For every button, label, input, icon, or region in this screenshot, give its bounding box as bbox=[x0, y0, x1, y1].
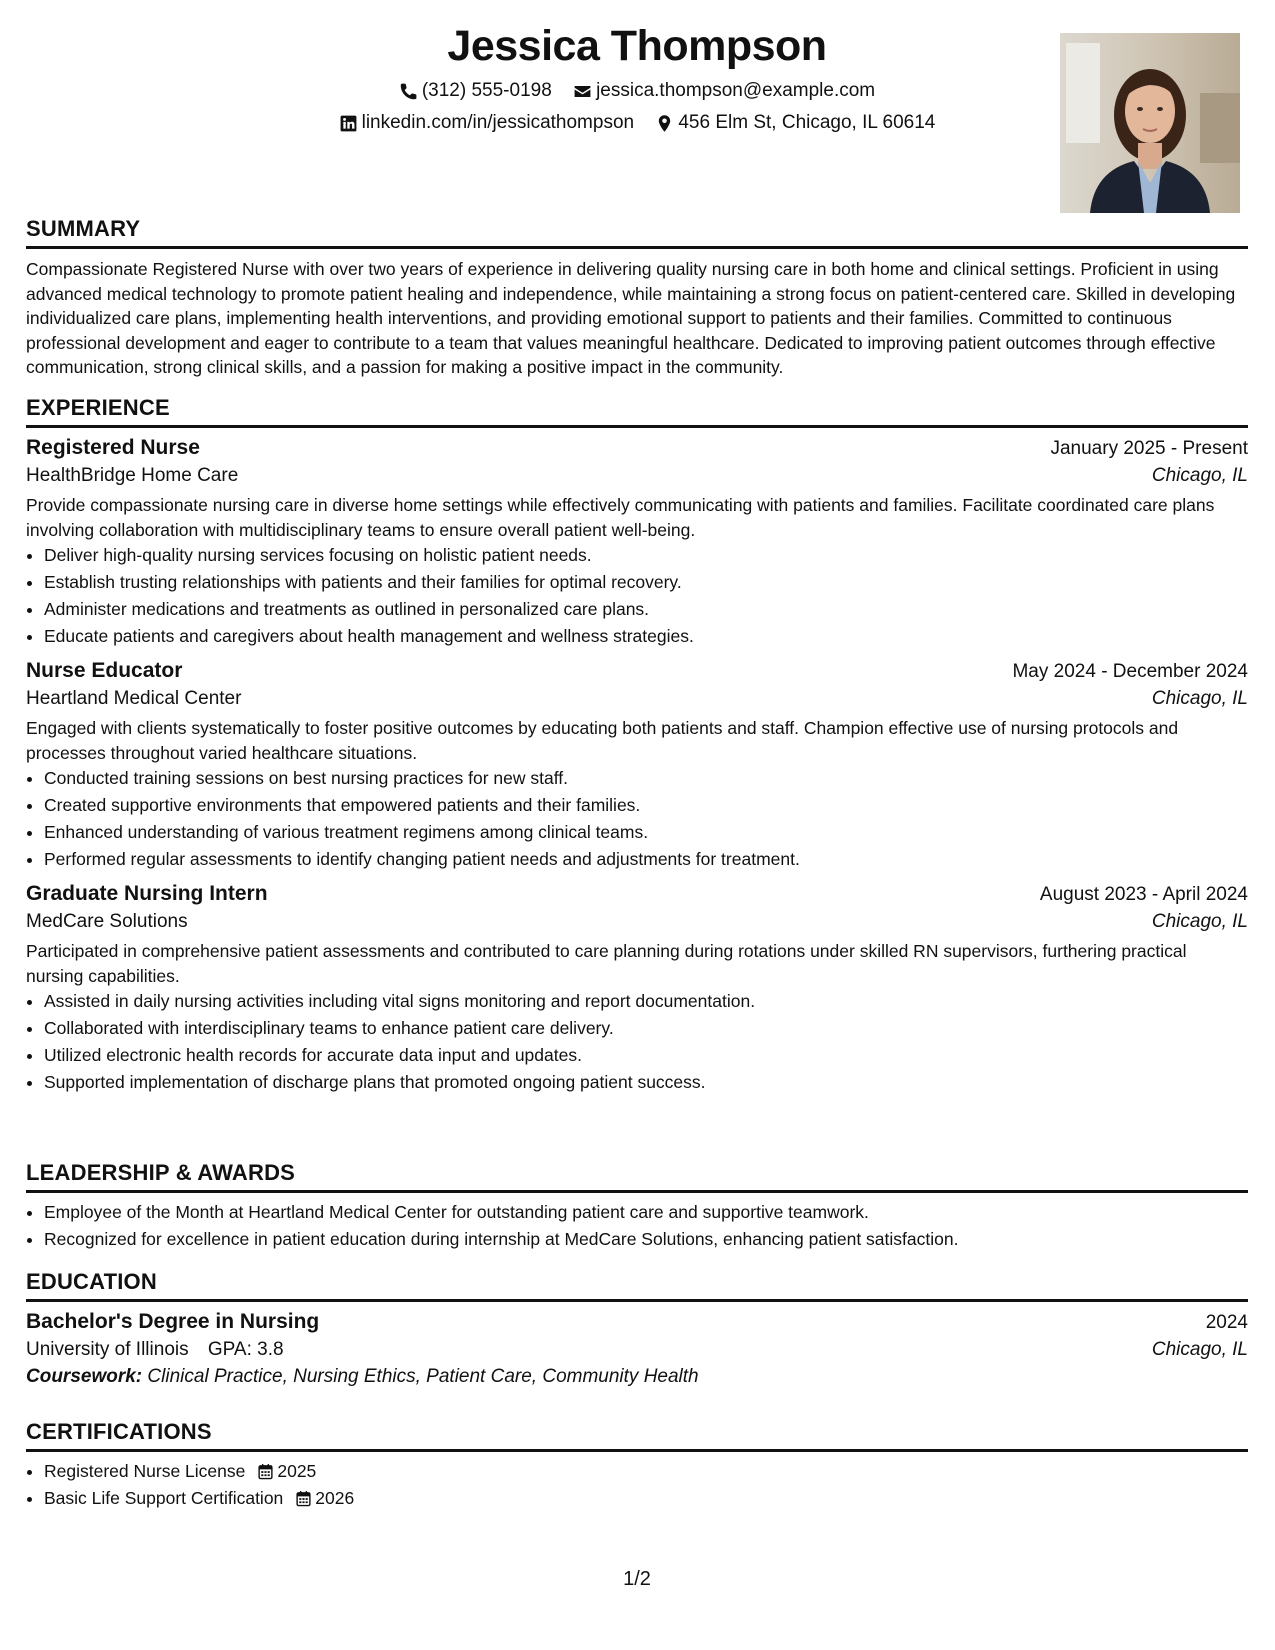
resume-page bbox=[26, 0, 1248, 1650]
envelope-icon bbox=[573, 82, 592, 101]
list-item: • Educate patients and caregivers about health management and wellness strategies. bbox=[44, 623, 1248, 650]
contact-address bbox=[655, 112, 935, 134]
certification-year: 2025 bbox=[277, 1461, 317, 1481]
list-item: • Establish trusting relationships with patients and their families for optimal recovery. bbox=[44, 569, 1248, 596]
school-name: University of Illinois bbox=[26, 1339, 189, 1360]
list-item: • Utilized electronic health records for accurate data input and updates. bbox=[44, 1042, 1248, 1069]
address-text: 456 Elm St, Chicago, IL 60614 bbox=[678, 112, 936, 133]
school-location: Chicago, IL bbox=[1151, 1339, 1248, 1360]
list-item: • Enhanced understanding of various treatment regimens among clinical teams. bbox=[44, 819, 1248, 846]
education-section bbox=[26, 1267, 1248, 1388]
job-company: MedCare Solutions bbox=[26, 911, 188, 932]
job-company: HealthBridge Home Care bbox=[26, 465, 239, 486]
list-item: • Administer medications and treatments as outlined in personalized care plans. bbox=[44, 596, 1248, 623]
awards-list bbox=[26, 1199, 1248, 1253]
list-item: • Conducted training sessions on best nursing practices for new staff. bbox=[44, 765, 1248, 792]
job-location: Chicago, IL bbox=[1151, 911, 1248, 932]
list-item bbox=[44, 1485, 1248, 1512]
candidate-name: Jessica Thompson bbox=[447, 22, 827, 70]
contact-phone bbox=[399, 80, 552, 102]
linkedin-text[interactable]: linkedin.com/in/jessicathompson bbox=[361, 112, 635, 133]
contact-email[interactable] bbox=[573, 80, 875, 102]
experience-heading: EXPERIENCE bbox=[26, 393, 1248, 428]
awards-section bbox=[26, 1158, 1248, 1253]
graduation-year: 2024 bbox=[1205, 1312, 1248, 1333]
job-entry bbox=[26, 659, 1248, 873]
list-item bbox=[44, 1458, 1248, 1485]
list-item: • Deliver high-quality nursing services focusing on holistic patient needs. bbox=[44, 542, 1248, 569]
summary-section bbox=[26, 214, 1248, 380]
job-location: Chicago, IL bbox=[1151, 465, 1248, 486]
job-location: Chicago, IL bbox=[1151, 688, 1248, 709]
map-pin-icon bbox=[655, 114, 674, 133]
job-dates: May 2024 - December 2024 bbox=[1012, 661, 1248, 682]
job-company: Heartland Medical Center bbox=[26, 688, 242, 709]
calendar-icon bbox=[257, 1463, 274, 1480]
job-description: Provide compassionate nursing care in diverse home settings while effectively communicating with patients and families. Facilitate coordinated care plans involving collaboration with multidisciplinary teams to ensure overall patient well-being. bbox=[26, 495, 1215, 540]
certification-name: • Registered Nurse License bbox=[44, 1461, 246, 1481]
job-title: Registered Nurse bbox=[26, 436, 200, 459]
coursework-label: Coursework: bbox=[26, 1366, 143, 1387]
email-text[interactable]: jessica.thompson@example.com bbox=[596, 80, 876, 101]
job-bullets bbox=[26, 988, 1248, 1096]
coursework bbox=[26, 1366, 1248, 1388]
list-item: • Created supportive environments that empowered patients and their families. bbox=[44, 792, 1248, 819]
job-bullets bbox=[26, 765, 1248, 873]
job-description: Engaged with clients systematically to foster positive outcomes by educating both patients and staff. Champion effective use of nursing protocols and processes throughout varied healthcare situations. bbox=[26, 718, 1179, 763]
phone-text: (312) 555-0198 bbox=[421, 80, 552, 101]
certifications-heading: CERTIFICATIONS bbox=[26, 1417, 1248, 1452]
experience-section bbox=[26, 393, 1248, 1096]
job-dates: August 2023 - April 2024 bbox=[1039, 884, 1248, 905]
contact-linkedin[interactable] bbox=[339, 112, 634, 134]
certifications-section bbox=[26, 1417, 1248, 1512]
coursework-list: Clinical Practice, Nursing Ethics, Patient Care, Community Health bbox=[147, 1366, 699, 1387]
certification-name: • Basic Life Support Certification bbox=[44, 1488, 284, 1508]
profile-photo bbox=[1060, 33, 1240, 213]
summary-heading: SUMMARY bbox=[26, 214, 1248, 249]
job-dates: January 2025 - Present bbox=[1050, 438, 1248, 459]
job-entry bbox=[26, 882, 1248, 1096]
job-bullets bbox=[26, 542, 1248, 650]
list-item: • Recognized for excellence in patient education during internship at MedCare Solutions, enhancing patient satisfaction. bbox=[44, 1226, 1248, 1253]
job-title: Nurse Educator bbox=[26, 659, 183, 682]
certifications-list bbox=[26, 1458, 1248, 1512]
degree-title: Bachelor's Degree in Nursing bbox=[26, 1310, 320, 1333]
list-item: • Supported implementation of discharge plans that promoted ongoing patient success. bbox=[44, 1069, 1248, 1096]
page-number: 1/2 bbox=[623, 1568, 651, 1590]
list-item: • Collaborated with interdisciplinary teams to enhance patient care delivery. bbox=[44, 1015, 1248, 1042]
calendar-icon bbox=[295, 1490, 312, 1507]
awards-heading: LEADERSHIP & AWARDS bbox=[26, 1158, 1248, 1193]
job-title: Graduate Nursing Intern bbox=[26, 882, 268, 905]
list-item: • Performed regular assessments to identify changing patient needs and adjustments for treatment. bbox=[44, 846, 1248, 873]
linkedin-icon bbox=[339, 114, 358, 133]
job-entry bbox=[26, 436, 1248, 650]
summary-text: Compassionate Registered Nurse with over two years of experience in delivering quality nursing care in both home and clinical settings. Proficient in using advanced medical technology to promote patient healing and independence, while maintaining a strong focus on patient-centered care. Skilled in developing individualized care plans, implementing health interventions, and providing emotional support to patients and their families. Committed to continuous professional development and eager to contribute to a team that values meaningful healthcare. Dedicated to improving patient outcomes through effective communication, strong clinical skills, and a passion for making a positive impact in the community. bbox=[26, 259, 1236, 377]
list-item: • Assisted in daily nursing activities including vital signs monitoring and report documentation. bbox=[44, 988, 1248, 1015]
education-heading: EDUCATION bbox=[26, 1267, 1248, 1302]
gpa: GPA: 3.8 bbox=[207, 1339, 284, 1360]
job-description: Participated in comprehensive patient assessments and contributed to care planning during rotations under skilled RN supervisors, furthering practical nursing capabilities. bbox=[26, 941, 1187, 986]
list-item: • Employee of the Month at Heartland Medical Center for outstanding patient care and supportive teamwork. bbox=[44, 1199, 1248, 1226]
phone-icon bbox=[399, 82, 418, 101]
certification-year: 2026 bbox=[315, 1488, 355, 1508]
